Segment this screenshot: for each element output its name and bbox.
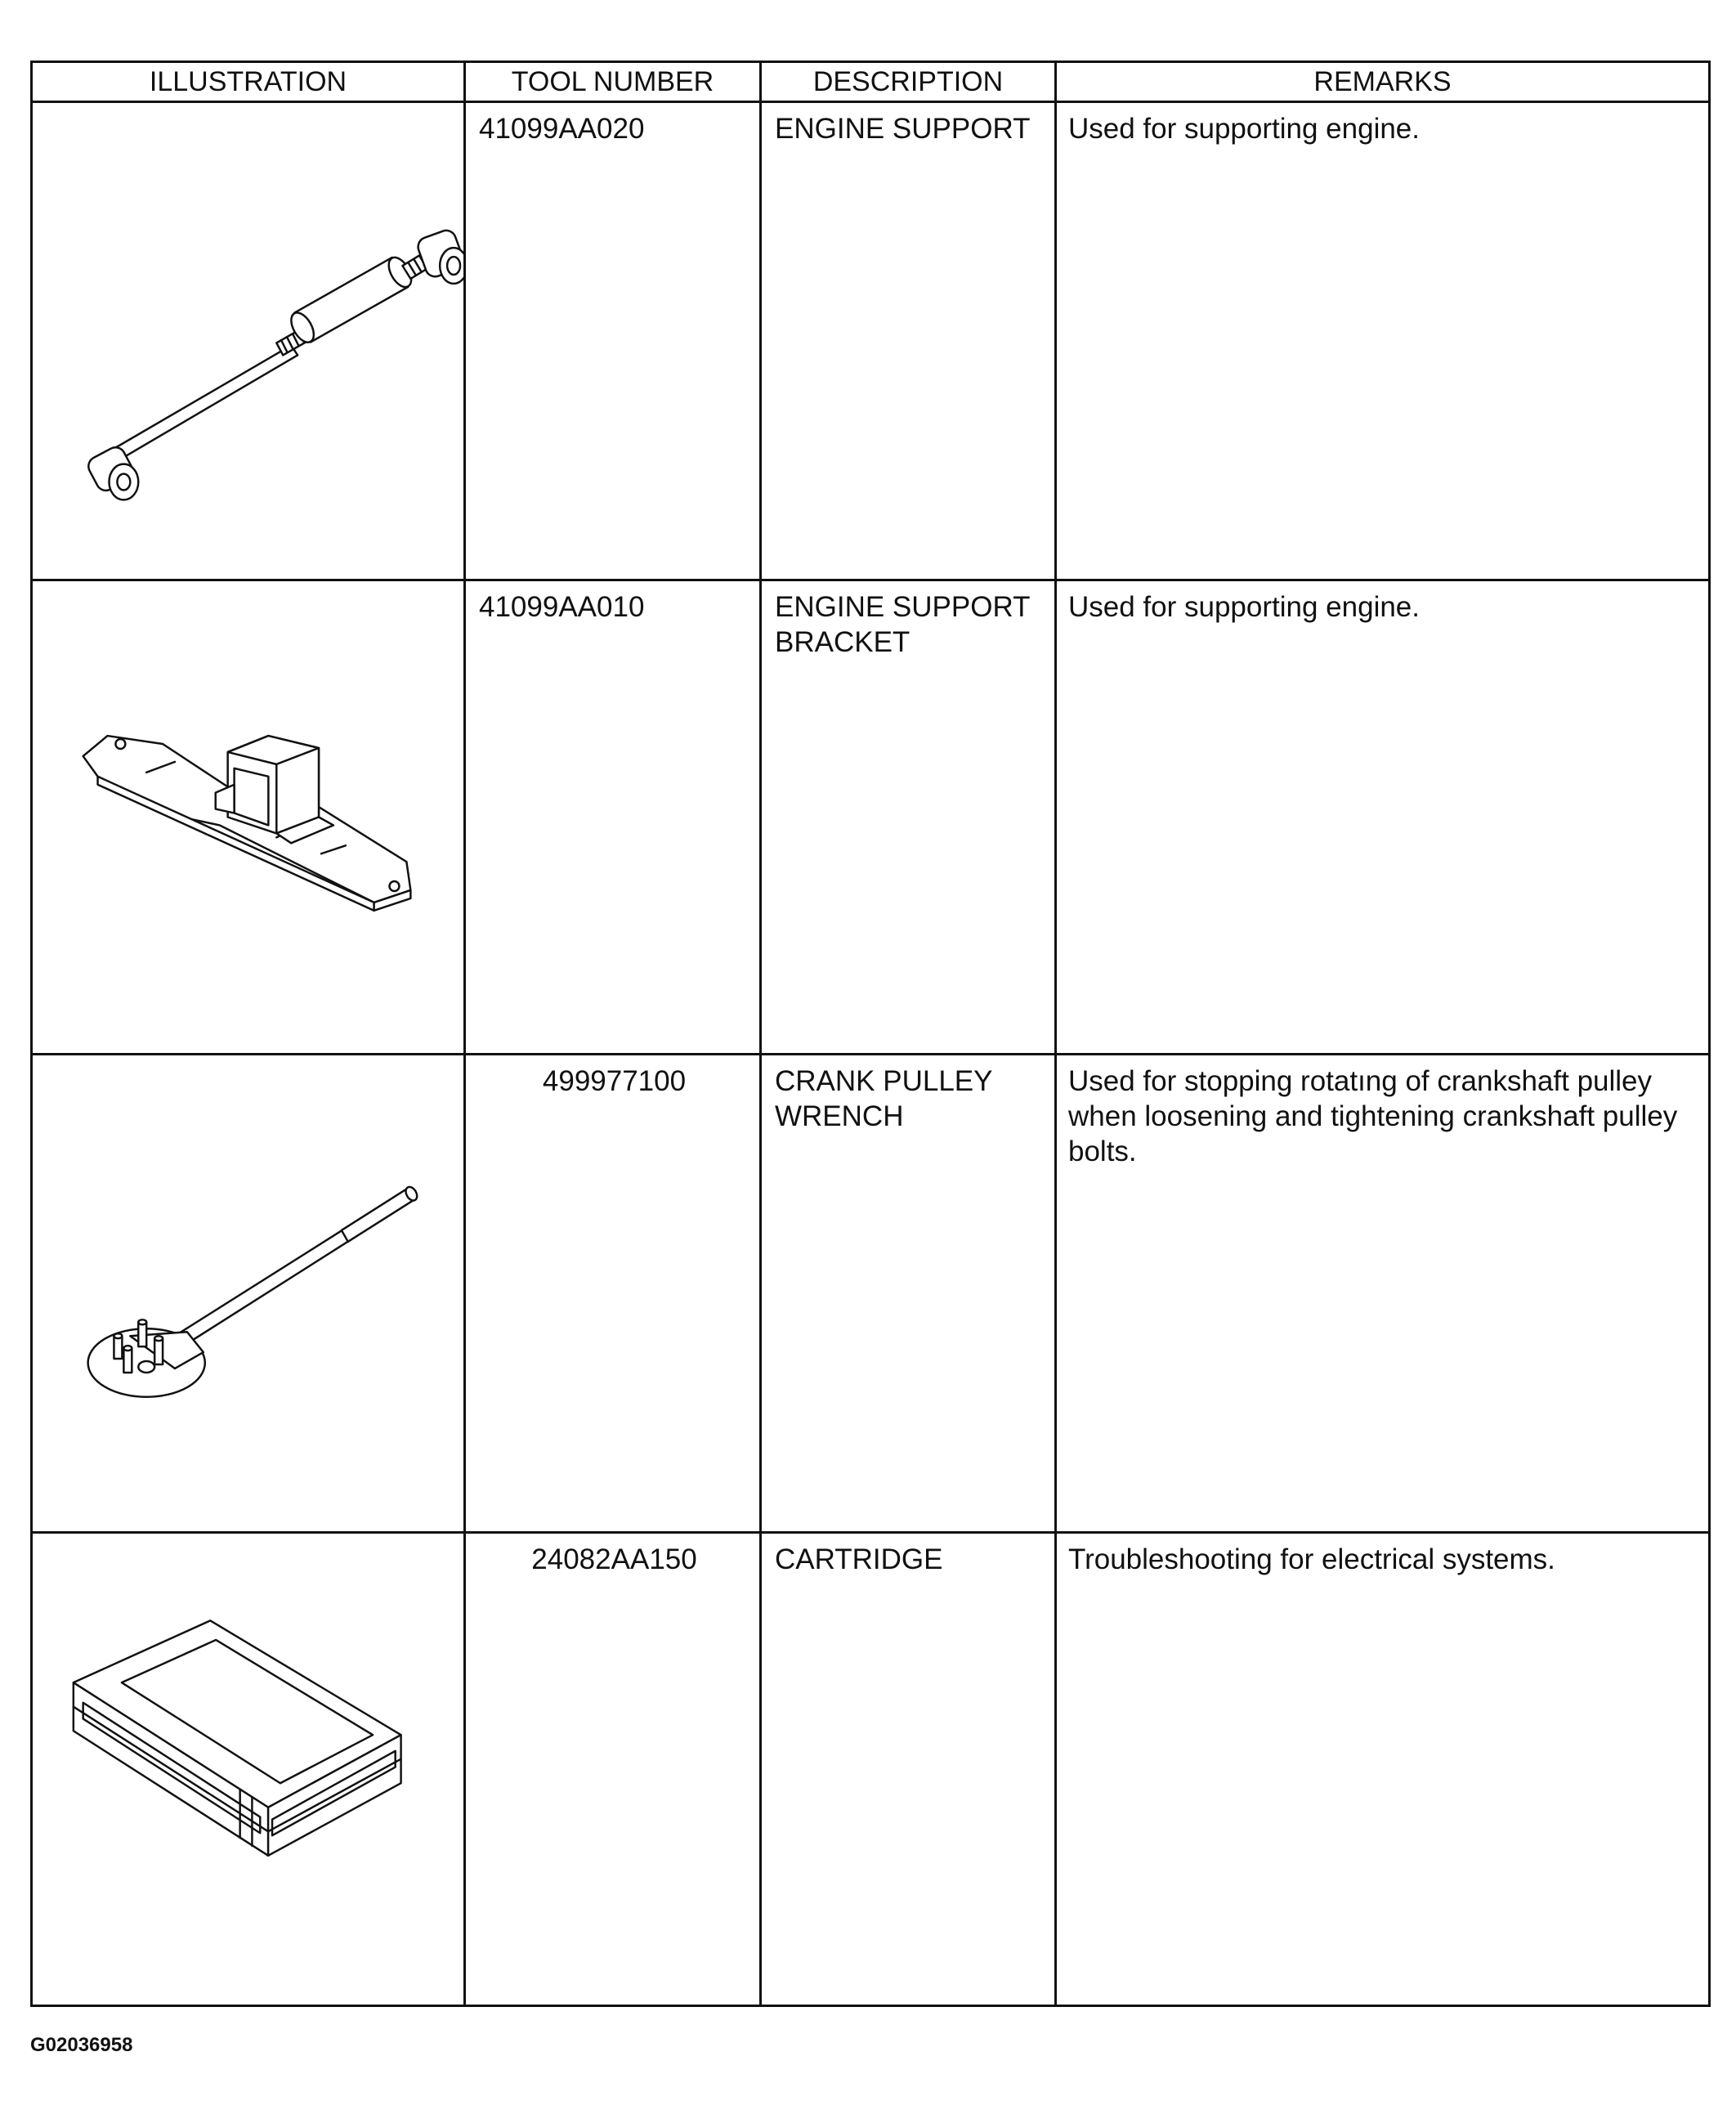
tool-number: 41099AA020 xyxy=(465,102,761,580)
header-illustration: ILLUSTRATION xyxy=(32,62,465,102)
tool-description: CRANK PULLEY WRENCH xyxy=(761,1055,1056,1533)
tool-remarks: Used for supporting engine. xyxy=(1056,102,1710,580)
cartridge-icon xyxy=(33,1534,463,2005)
tool-description: ENGINE SUPPORT xyxy=(761,102,1056,580)
table-row xyxy=(32,1533,1710,2006)
tool-description: ENGINE SUPPORT BRACKET xyxy=(761,580,1056,1055)
tool-number: 24082AA150 xyxy=(465,1533,761,2006)
engine-support-bracket-icon xyxy=(33,581,463,1053)
tool-number: 41099AA010 xyxy=(465,580,761,1055)
illustration-cell xyxy=(32,580,465,1055)
table-row xyxy=(32,102,1710,580)
table-row xyxy=(32,1055,1710,1533)
crank-pulley-wrench-icon xyxy=(33,1055,463,1531)
figure-code: G02036958 xyxy=(30,2034,133,2056)
tool-remarks: Used for supporting engine. xyxy=(1056,580,1710,1055)
tool-remarks: Troubleshooting for electrical systems. xyxy=(1056,1533,1710,2006)
engine-support-icon xyxy=(33,103,463,579)
illustration-cell xyxy=(32,1533,465,2006)
header-remarks: REMARKS xyxy=(1056,62,1710,102)
tool-number: 499977100 xyxy=(465,1055,761,1533)
special-tools-table xyxy=(30,60,1711,2007)
illustration-cell xyxy=(32,102,465,580)
illustration-cell xyxy=(32,1055,465,1533)
header-tool-number: TOOL NUMBER xyxy=(465,62,761,102)
table-header-row xyxy=(32,62,1710,102)
header-description: DESCRIPTION xyxy=(761,62,1056,102)
table-row xyxy=(32,580,1710,1055)
tool-description: CARTRIDGE xyxy=(761,1533,1056,2006)
tool-remarks: Used for stopping rotatıng of crankshaft pulley when loosening and tightening crankshaft pulley bolts. xyxy=(1056,1055,1710,1533)
